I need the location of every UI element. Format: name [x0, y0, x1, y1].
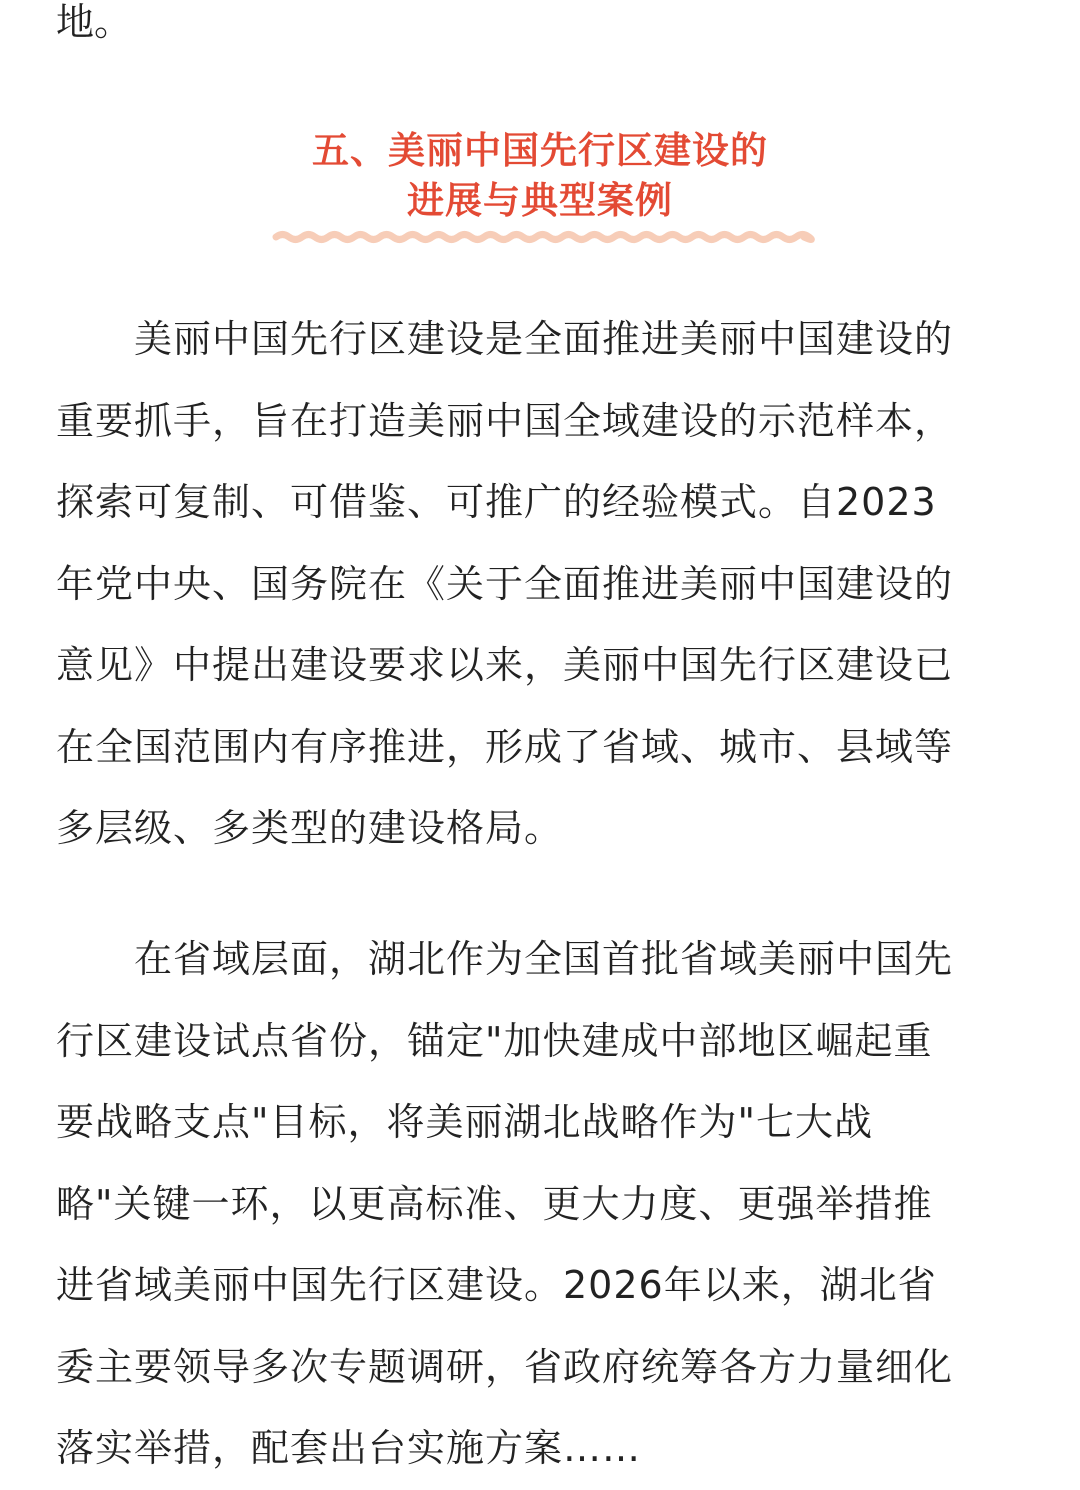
paragraph-line: 行区建设试点省份，锚定"加快建成中部地区崛起重 — [56, 1018, 933, 1063]
previous-paragraph-tail: 地。 — [56, 0, 133, 44]
paragraph-line: 在省域层面，湖北作为全国首批省域美丽中国先 — [56, 937, 954, 981]
paragraph-line: 落实举措，配套出台实施方案…… — [56, 1426, 642, 1470]
paragraph-intro — [56, 299, 1024, 870]
paragraph-line: 意见》中提出建设要求以来，美丽中国先行区建设已 — [56, 643, 954, 687]
paragraph-line: 美丽中国先行区建设是全面推进美丽中国建设的 — [56, 317, 954, 361]
section-title-line-1: 五、美丽中国先行区建设的 — [312, 129, 768, 172]
section-title-line-2: 进展与典型案例 — [407, 179, 673, 222]
paragraph-line: 年党中央、国务院在《关于全面推进美丽中国建设的 — [56, 561, 954, 606]
paragraph-line: 多层级、多类型的建设格局。 — [56, 806, 564, 850]
paragraph-line: 在全国范围内有序推进，形成了省域、城市、县域等 — [56, 724, 954, 769]
paragraph-line: 探索可复制、可借鉴、可推广的经验模式。自2023 — [56, 480, 937, 524]
paragraph-line: 重要抓手，旨在打造美丽中国全域建设的示范样本， — [56, 398, 954, 443]
paragraph-line: 委主要领导多次专题调研，省政府统筹各方力量细化 — [56, 1344, 954, 1389]
paragraph-line: 要战略支点"目标，将美丽湖北战略作为"七大战 — [56, 1100, 873, 1144]
heading-wave-underline — [272, 226, 808, 248]
paragraph-hubei — [56, 919, 1024, 1490]
paragraph-line: 进省域美丽中国先行区建设。2026年以来，湖北省 — [56, 1263, 937, 1307]
section-heading — [0, 126, 1080, 226]
paragraph-line: 略"关键一环，以更高标准、更大力度、更强举措推 — [56, 1181, 933, 1226]
